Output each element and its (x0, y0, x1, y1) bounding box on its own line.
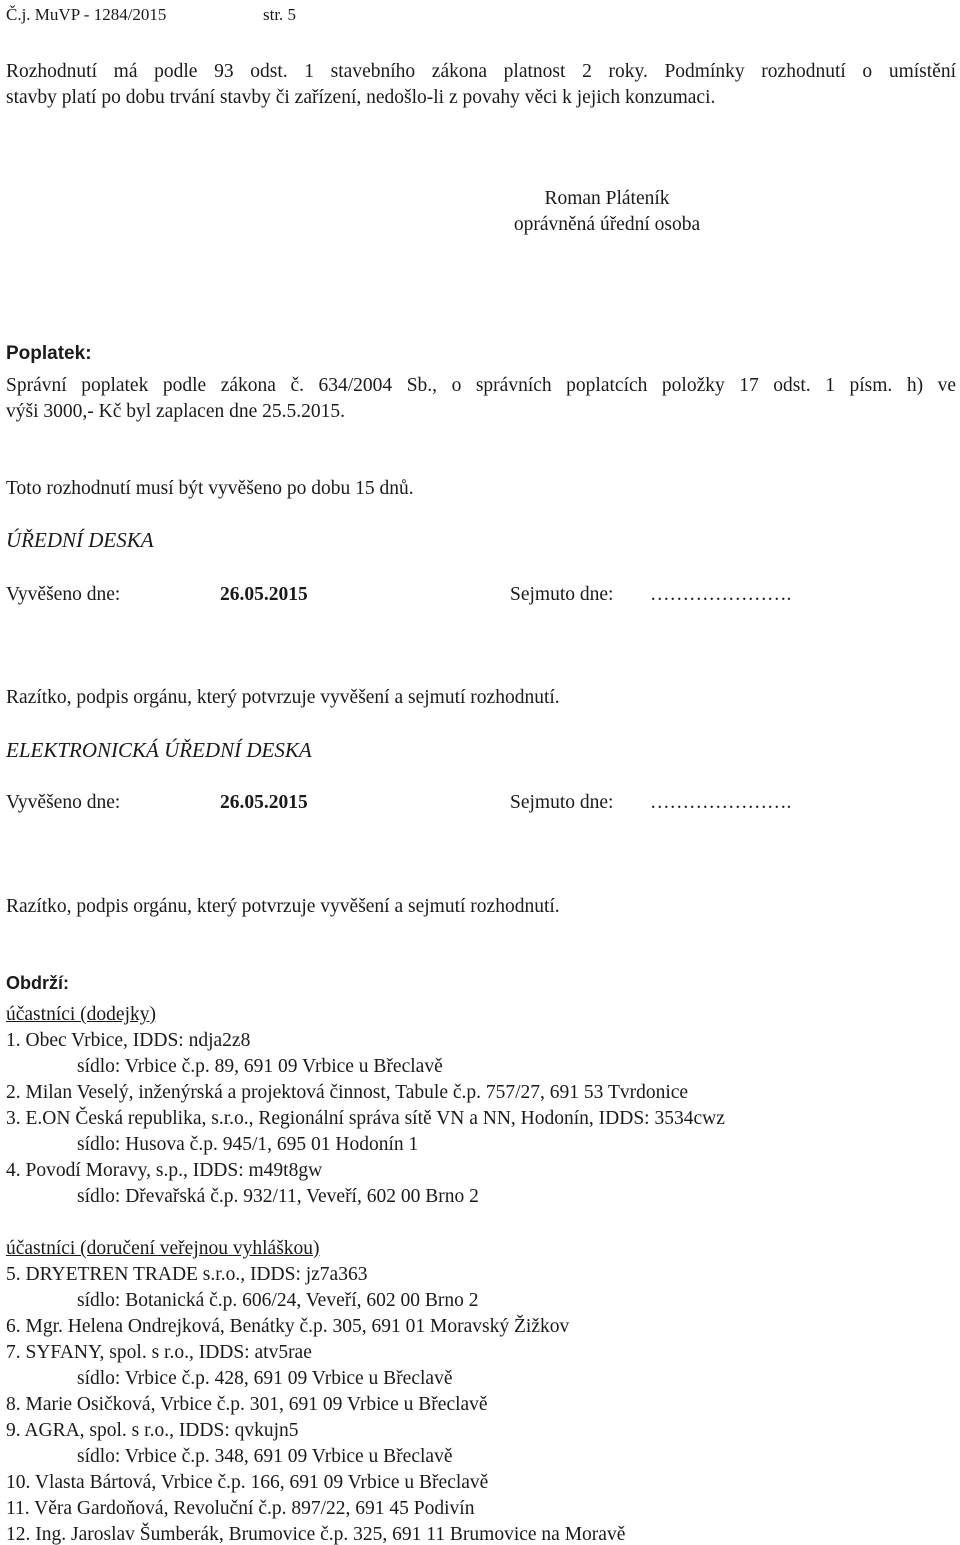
signatory-name: Roman Pláteník (544, 188, 670, 209)
recipient-4-seat: sídlo: Dřevařská č.p. 932/11, Veveří, 602 00 Brno 2 (77, 1186, 479, 1207)
page-header (6, 5, 297, 24)
eboard-posted-label: Vyvěšeno dne: (6, 792, 121, 813)
board-stamp-note: Razítko, podpis orgánu, který potvrzuje vyvěšení a sejmutí rozhodnutí. (6, 687, 560, 708)
recipient-8: 8. Marie Osičková, Vrbice č.p. 301, 691 09 Vrbice u Břeclavě (6, 1394, 488, 1415)
posting-note: Toto rozhodnutí musí být vyvěšeno po dobu 15 dnů. (6, 478, 414, 499)
board-removed-value: …………………. (650, 584, 792, 605)
recipient-5-seat: sídlo: Botanická č.p. 606/24, Veveří, 602 00 Brno 2 (77, 1290, 479, 1311)
recipient-10: 10. Vlasta Bártová, Vrbice č.p. 166, 691 09 Vrbice u Břeclavě (6, 1472, 489, 1493)
page-number: str. 5 (263, 5, 297, 24)
validity-line-1: Rozhodnutí má podle 93 odst. 1 stavebního zákona platnost 2 roky. Podmínky rozhodnutí o umístění (6, 61, 956, 82)
recipient-9: 9. AGRA, spol. s r.o., IDDS: qvkujn5 (6, 1420, 299, 1441)
board-posted-date: 26.05.2015 (220, 584, 308, 605)
eboard-title: ELEKTRONICKÁ ÚŘEDNÍ DESKA (6, 738, 312, 762)
recipient-6: 6. Mgr. Helena Ondrejková, Benátky č.p. 305, 691 01 Moravský Žižkov (6, 1316, 570, 1337)
recipient-9-seat: sídlo: Vrbice č.p. 348, 691 09 Vrbice u Břeclavě (77, 1446, 453, 1467)
recipient-3: 3. E.ON Česká republika, s.r.o., Regionální správa sítě VN a NN, Hodonín, IDDS: 3534cwz (6, 1108, 725, 1129)
recipient-7-seat: sídlo: Vrbice č.p. 428, 691 09 Vrbice u Břeclavě (77, 1368, 453, 1389)
recipient-1-seat: sídlo: Vrbice č.p. 89, 691 09 Vrbice u Břeclavě (77, 1056, 443, 1077)
document-reference: Č.j. MuVP - 1284/2015 (6, 5, 167, 24)
board-title: ÚŘEDNÍ DESKA (6, 528, 154, 552)
fee-line-1: Správní poplatek podle zákona č. 634/2004 Sb., o správních poplatcích položky 17 odst. 1 písm. h) ve (6, 375, 956, 396)
recipient-12: 12. Ing. Jaroslav Šumberák, Brumovice č.p. 325, 691 11 Brumovice na Moravě (6, 1524, 626, 1545)
fee-line-2: výši 3000,- Kč byl zaplacen dne 25.5.2015. (6, 401, 346, 422)
recipient-2: 2. Milan Veselý, inženýrská a projektová činnost, Tabule č.p. 757/27, 691 53 Tvrdonice (6, 1082, 689, 1103)
recipients-heading: Obdrží: (6, 973, 69, 993)
board-posted-label: Vyvěšeno dne: (6, 584, 121, 605)
recipient-5: 5. DRYETREN TRADE s.r.o., IDDS: jz7a363 (6, 1264, 368, 1285)
recipient-7: 7. SYFANY, spol. s r.o., IDDS: atv5rae (6, 1342, 312, 1363)
recipient-4: 4. Povodí Moravy, s.p., IDDS: m49t8gw (6, 1160, 323, 1181)
validity-line-2: stavby platí po dobu trvání stavby či zařízení, nedošlo-li z povahy věci k jejich konzumaci. (6, 87, 716, 108)
signatory-role: oprávněná úřední osoba (513, 214, 701, 235)
recipients-group-1-title: účastníci (dodejky) (6, 1004, 156, 1025)
board-removed-label: Sejmuto dne: (510, 584, 614, 605)
eboard-removed-value: …………………. (650, 792, 792, 813)
eboard-removed-label: Sejmuto dne: (510, 792, 614, 813)
recipient-1: 1. Obec Vrbice, IDDS: ndja2z8 (6, 1030, 251, 1051)
recipient-11: 11. Věra Gardoňová, Revoluční č.p. 897/22, 691 45 Podivín (6, 1498, 475, 1519)
eboard-stamp-note: Razítko, podpis orgánu, který potvrzuje vyvěšení a sejmutí rozhodnutí. (6, 896, 560, 917)
recipients-group-2-title: účastníci (doručení veřejnou vyhláškou) (6, 1238, 320, 1259)
recipient-3-seat: sídlo: Husova č.p. 945/1, 695 01 Hodonín 1 (77, 1134, 419, 1155)
fee-heading: Poplatek: (6, 343, 92, 364)
eboard-posted-date: 26.05.2015 (220, 792, 308, 813)
